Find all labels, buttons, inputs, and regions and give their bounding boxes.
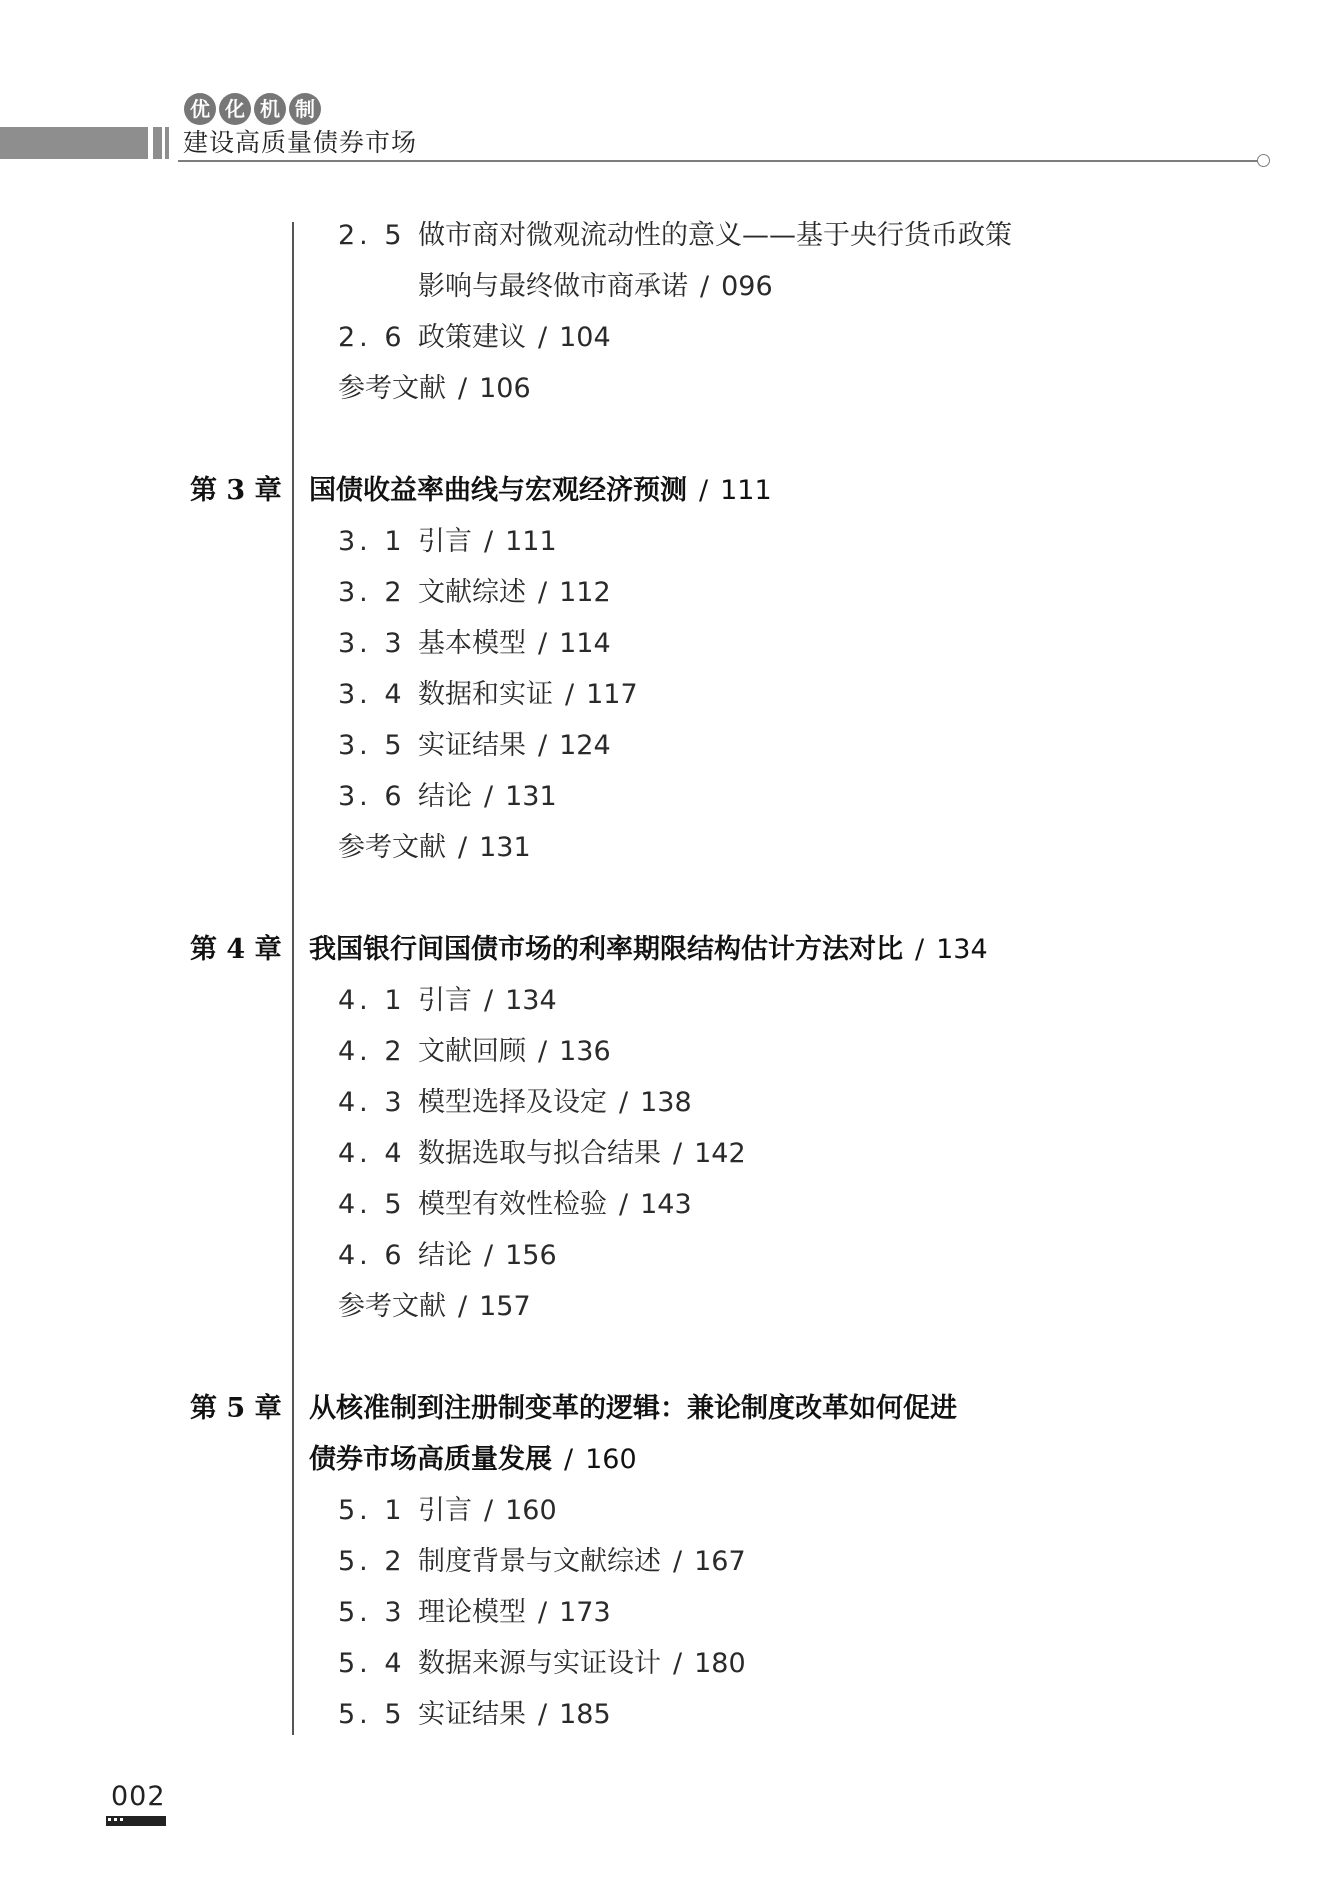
entry-number: 3. 3 — [338, 628, 406, 659]
page-separator: / — [538, 1597, 548, 1628]
entry-number: 4. 2 — [338, 1036, 406, 1067]
entry-page: 156 — [505, 1240, 557, 1271]
series-title-badges — [184, 93, 321, 125]
toc-entry — [338, 728, 611, 764]
page-separator: / — [564, 1444, 574, 1475]
entry-page: 111 — [505, 526, 557, 557]
entry-title: 参考文献 — [338, 1291, 446, 1322]
toc-references-entry — [338, 1289, 531, 1325]
page-separator: / — [538, 730, 548, 761]
chapter-label: 第 5 章 — [190, 1393, 282, 1424]
chapter-page: 160 — [585, 1444, 637, 1475]
page-separator: / — [538, 1036, 548, 1067]
toc-entry — [338, 677, 638, 713]
series-badge: 化 — [219, 93, 251, 125]
series-badge: 优 — [184, 93, 216, 125]
entry-number: 3. 1 — [338, 526, 406, 557]
entry-page: 114 — [559, 628, 611, 659]
page-separator: / — [700, 271, 710, 302]
header-rule-end-circle — [1257, 154, 1270, 167]
page-separator: / — [915, 934, 925, 965]
entry-page: 173 — [559, 1597, 611, 1628]
toc-entry — [338, 1646, 746, 1682]
chapter-title — [309, 932, 988, 968]
page-number: 002 — [111, 1781, 166, 1812]
entry-page: 117 — [586, 679, 638, 710]
entry-number: 5. 3 — [338, 1597, 406, 1628]
toc-entry — [338, 575, 611, 611]
header-gray-bar — [0, 127, 148, 159]
entry-title: 引言 — [418, 1495, 472, 1526]
entry-page: 104 — [559, 322, 611, 353]
chapter-label: 第 4 章 — [190, 934, 282, 965]
entry-title: 实证结果 — [418, 1699, 526, 1730]
entry-page: 131 — [505, 781, 557, 812]
entry-title: 影响与最终做市商承诺 — [418, 271, 688, 302]
toc-entry — [338, 320, 611, 356]
series-badge: 机 — [254, 93, 286, 125]
entry-title: 引言 — [418, 526, 472, 557]
entry-title: 制度背景与文献综述 — [418, 1546, 661, 1577]
toc-entry — [338, 1136, 746, 1172]
chapter-page: 134 — [936, 934, 988, 965]
toc-entry — [338, 524, 557, 560]
entry-number: 3. 4 — [338, 679, 406, 710]
entry-page: 142 — [694, 1138, 746, 1169]
page-separator: / — [484, 985, 494, 1016]
toc-entry — [338, 779, 557, 815]
page-separator: / — [484, 781, 494, 812]
toc-entry — [338, 1595, 611, 1631]
entry-number: 2. 6 — [338, 322, 406, 353]
entry-number: 3. 6 — [338, 781, 406, 812]
page-separator: / — [538, 1699, 548, 1730]
toc-entry — [338, 1034, 611, 1070]
entry-number: 5. 5 — [338, 1699, 406, 1730]
header-divider-mark — [165, 127, 169, 159]
book-title: 建设高质量债券市场 — [183, 128, 418, 157]
page-separator: / — [538, 322, 548, 353]
entry-number: 3. 5 — [338, 730, 406, 761]
entry-page: 106 — [479, 373, 531, 404]
toc-entry — [338, 1493, 557, 1529]
page-separator: / — [673, 1546, 683, 1577]
toc-references-entry — [338, 371, 531, 407]
entry-page: 180 — [694, 1648, 746, 1679]
entry-number: 5. 4 — [338, 1648, 406, 1679]
entry-number: 2. 5 — [338, 220, 406, 251]
chapter-page: 111 — [720, 475, 772, 506]
entry-page: 096 — [721, 271, 773, 302]
entry-number: 5. 1 — [338, 1495, 406, 1526]
page-separator: / — [565, 679, 575, 710]
page-separator: / — [619, 1087, 629, 1118]
page-separator: / — [538, 577, 548, 608]
entry-page: 112 — [559, 577, 611, 608]
toc-entry — [338, 1085, 692, 1121]
chapter-title-text: 国债收益率曲线与宏观经济预测 — [309, 475, 687, 506]
entry-number: 4. 5 — [338, 1189, 406, 1220]
toc-entry — [338, 1697, 611, 1733]
entry-title: 做市商对微观流动性的意义——基于央行货币政策 — [418, 220, 1012, 251]
entry-page: 131 — [479, 832, 531, 863]
chapter-title-text: 从核准制到注册制变革的逻辑：兼论制度改革如何促进 — [309, 1393, 957, 1424]
toc-entry — [338, 1544, 746, 1580]
entry-title: 理论模型 — [418, 1597, 526, 1628]
chapter-label: 第 3 章 — [190, 475, 282, 506]
page-separator: / — [484, 1240, 494, 1271]
toc-references-entry — [338, 830, 531, 866]
entry-number: 4. 1 — [338, 985, 406, 1016]
entry-title: 结论 — [418, 1240, 472, 1271]
page-separator: / — [673, 1648, 683, 1679]
entry-number: 5. 2 — [338, 1546, 406, 1577]
series-badge: 制 — [289, 93, 321, 125]
footer-dots-icon — [108, 1818, 123, 1821]
entry-title: 数据和实证 — [418, 679, 553, 710]
entry-title: 参考文献 — [338, 373, 446, 404]
page-separator: / — [458, 373, 468, 404]
entry-page: 138 — [640, 1087, 692, 1118]
entry-number: 3. 2 — [338, 577, 406, 608]
entry-page: 143 — [640, 1189, 692, 1220]
entry-title: 政策建议 — [418, 322, 526, 353]
entry-page: 157 — [479, 1291, 531, 1322]
page-separator: / — [458, 1291, 468, 1322]
page-separator: / — [538, 628, 548, 659]
entry-page: 136 — [559, 1036, 611, 1067]
header-rule — [178, 160, 1258, 162]
toc-entry — [338, 1187, 692, 1223]
entry-number: 4. 4 — [338, 1138, 406, 1169]
page-separator: / — [484, 1495, 494, 1526]
toc-vertical-rule — [292, 222, 294, 1735]
toc-entry-continuation — [418, 269, 773, 305]
entry-page: 185 — [559, 1699, 611, 1730]
chapter-title — [309, 1391, 957, 1427]
entry-number: 4. 3 — [338, 1087, 406, 1118]
entry-page: 167 — [694, 1546, 746, 1577]
entry-title: 实证结果 — [418, 730, 526, 761]
entry-title: 文献综述 — [418, 577, 526, 608]
entry-title: 模型有效性检验 — [418, 1189, 607, 1220]
chapter-title-text: 我国银行间国债市场的利率期限结构估计方法对比 — [309, 934, 903, 965]
entry-title: 引言 — [418, 985, 472, 1016]
chapter-title-continuation — [309, 1442, 637, 1478]
chapter-title-text: 债券市场高质量发展 — [309, 1444, 552, 1475]
entry-page: 124 — [559, 730, 611, 761]
toc-entry — [338, 218, 1012, 254]
page-separator: / — [673, 1138, 683, 1169]
header-divider-mark — [153, 127, 162, 159]
toc-entry — [338, 626, 611, 662]
entry-title: 参考文献 — [338, 832, 446, 863]
entry-number: 4. 6 — [338, 1240, 406, 1271]
entry-title: 结论 — [418, 781, 472, 812]
page-separator: / — [619, 1189, 629, 1220]
page-separator: / — [699, 475, 709, 506]
entry-title: 数据选取与拟合结果 — [418, 1138, 661, 1169]
entry-page: 134 — [505, 985, 557, 1016]
toc-entry — [338, 983, 557, 1019]
entry-title: 文献回顾 — [418, 1036, 526, 1067]
page-separator: / — [484, 526, 494, 557]
toc-entry — [338, 1238, 557, 1274]
chapter-title — [309, 473, 772, 509]
entry-title: 基本模型 — [418, 628, 526, 659]
entry-page: 160 — [505, 1495, 557, 1526]
page-separator: / — [458, 832, 468, 863]
entry-title: 数据来源与实证设计 — [418, 1648, 661, 1679]
entry-title: 模型选择及设定 — [418, 1087, 607, 1118]
